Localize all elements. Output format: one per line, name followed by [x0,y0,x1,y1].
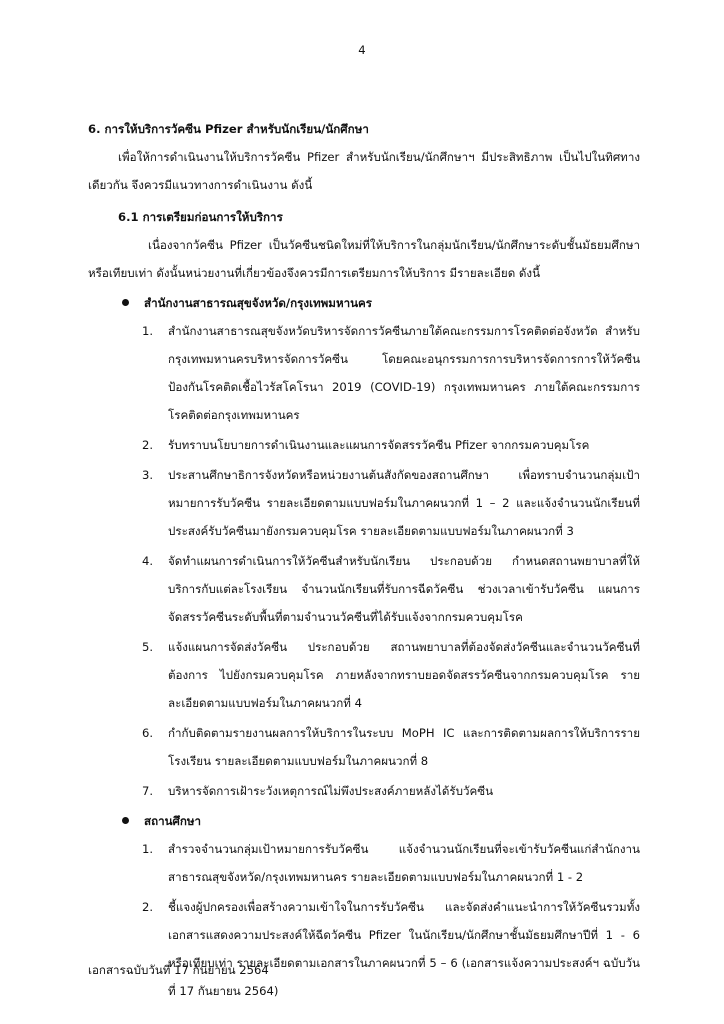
list-item [142,633,640,717]
subsection-intro: เนื่องจากวัคซีน Pfizer เป็นวัคซีนชนิดใหม่ที่ให้บริการในกลุ่มนักเรียน/นักศึกษาระดับชั้นมัธยมศึกษา หรือเทียบเท่า ดังนั้นหน่วยงานที่เกี่ยวข้องจึงควรมีการเตรียมการให้บริการ มีรายละเอียด ดังนี้ [88,238,640,280]
footer-date: เอกสารฉบับวันที่ 17 กันยายน 2564 [88,963,269,977]
list-item [142,835,640,891]
item-text: ชี้แจงผู้ปกครองเพื่อสร้างความเข้าใจในการรับวัคซีน และจัดส่งคำแนะนำการให้วัคซีนรวมทั้งเอกสารแสดงความประสงค์ให้ฉีดวัคซีน Pfizer ในนักเรียน/นักศึกษาชั้นมัธยมศึกษาปีที่ 1 - 6 หรือเทียบเท่า รายละเอียดตามเอกสารในภาคผนวกที่ 5 – 6 (เอกสารแจ้งความประสงค์ฯ ฉบับวันที่ 17 กันยายน 2564) [168,900,640,998]
item-text: สำนักงานสาธารณสุขจังหวัดบริหารจัดการวัคซีนภายใต้คณะกรรมการโรคติดต่อจังหวัด สำหรับกรุงเทพมหานครบริหารจัดการวัคซีน โดยคณะอนุกรรมการการบริหารจัดการการให้วัคซีนป้องกันโรคติดเชื้อไวรัสโคโรนา 2019 (COVID-19) กรุงเทพมหานคร ภายใต้คณะกรรมการโรคติดต่อกรุงเทพมหานคร [168,324,640,422]
item-text: สำรวจจำนวนกลุ่มเป้าหมายการรับวัคซีน แจ้งจำนวนนักเรียนที่จะเข้ารับวัคซีนแก่สำนักงานสาธารณสุขจังหวัด/กรุงเทพมหานคร รายละเอียดตามแบบฟอร์มในภาคผนวกที่ 1 - 2 [168,842,640,884]
numbered-list [88,317,640,805]
item-number: 1. [142,324,154,338]
item-text: จัดทำแผนการดำเนินการให้วัคซีนสำหรับนักเรียน ประกอบด้วย กำหนดสถานพยาบาลที่ให้บริการกับแต่ละโรงเรียน จำนวนนักเรียนที่รับการฉีดวัคซีน ช่วงเวลาเข้ารับวัคซีน แผนการจัดสรรวัคซีนระดับพื้นที่ตามจำนวนวัคซีนที่ได้รับแจ้งจากกรมควบคุมโรค [168,554,640,624]
item-number: 1. [142,842,154,856]
item-number: 5. [142,640,154,654]
list-item [142,719,640,775]
group-title-text: สำนักงานสาธารณสุขจังหวัด/กรุงเทพมหานคร [144,296,373,310]
list-item [142,431,640,459]
list-item [142,777,640,805]
list-item [142,893,640,1005]
group-title [144,807,640,835]
bullet-icon [122,817,129,824]
item-text: กำกับติดตามรายงานผลการให้บริการในระบบ MoPH IC และการติดตามผลการให้บริการรายโรงเรียน รายละเอียดตามแบบฟอร์มในภาคผนวกที่ 8 [168,726,640,768]
page-number: 4 [358,43,366,57]
bullet-icon [122,299,129,306]
item-number: 3. [142,468,154,482]
list-item [142,317,640,429]
list-item [142,461,640,545]
item-text: บริหารจัดการเฝ้าระวังเหตุการณ์ไม่พึงประสงค์ภายหลังได้รับวัคซีน [168,784,494,798]
section-intro: เพื่อให้การดำเนินงานให้บริการวัคซีน Pfizer สำหรับนักเรียน/นักศึกษาฯ มีประสิทธิภาพ เป็นไปในทิศทางเดียวกัน จึงควรมีแนวทางการดำเนินงาน ดังนี้ [88,150,640,192]
section-heading: 6. การให้บริการวัคซีน Pfizer สำหรับนักเรียน/นักศึกษา [88,122,369,136]
item-number: 7. [142,784,154,798]
item-number: 4. [142,554,154,568]
item-number: 2. [142,438,154,452]
group-title-text: สถานศึกษา [144,814,202,828]
item-number: 2. [142,900,154,914]
group-provincial-health-office [88,289,640,805]
item-text: รับทราบนโยบายการดำเนินงานและแผนการจัดสรรวัคซีน Pfizer จากกรมควบคุมโรค [168,438,590,452]
subsection-heading: 6.1 การเตรียมก่อนการให้บริการ [118,210,283,224]
list-item [142,547,640,631]
item-number: 6. [142,726,154,740]
document-body [88,115,640,1007]
group-title [144,289,640,317]
item-text: แจ้งแผนการจัดส่งวัคซีน ประกอบด้วย สถานพยาบาลที่ต้องจัดส่งวัคซีนและจำนวนวัคซีนที่ต้องการ ไปยังกรมควบคุมโรค ภายหลังจากทราบยอดจัดสรรวัคซีนจากกรมควบคุมโรค รายละเอียดตามแบบฟอร์มในภาคผนวกที่ 4 [168,640,640,710]
item-text: ประสานศึกษาธิการจังหวัดหรือหน่วยงานต้นสังกัดของสถานศึกษา เพื่อทราบจำนวนกลุ่มเป้าหมายการรับวัคซีน รายละเอียดตามแบบฟอร์มในภาคผนวกที่ 1 – 2 และแจ้งจำนวนนักเรียนที่ประสงค์รับวัคซีนมายังกรมควบคุมโรค รายละเอียดตามแบบฟอร์มในภาคผนวกที่ 3 [168,468,640,538]
